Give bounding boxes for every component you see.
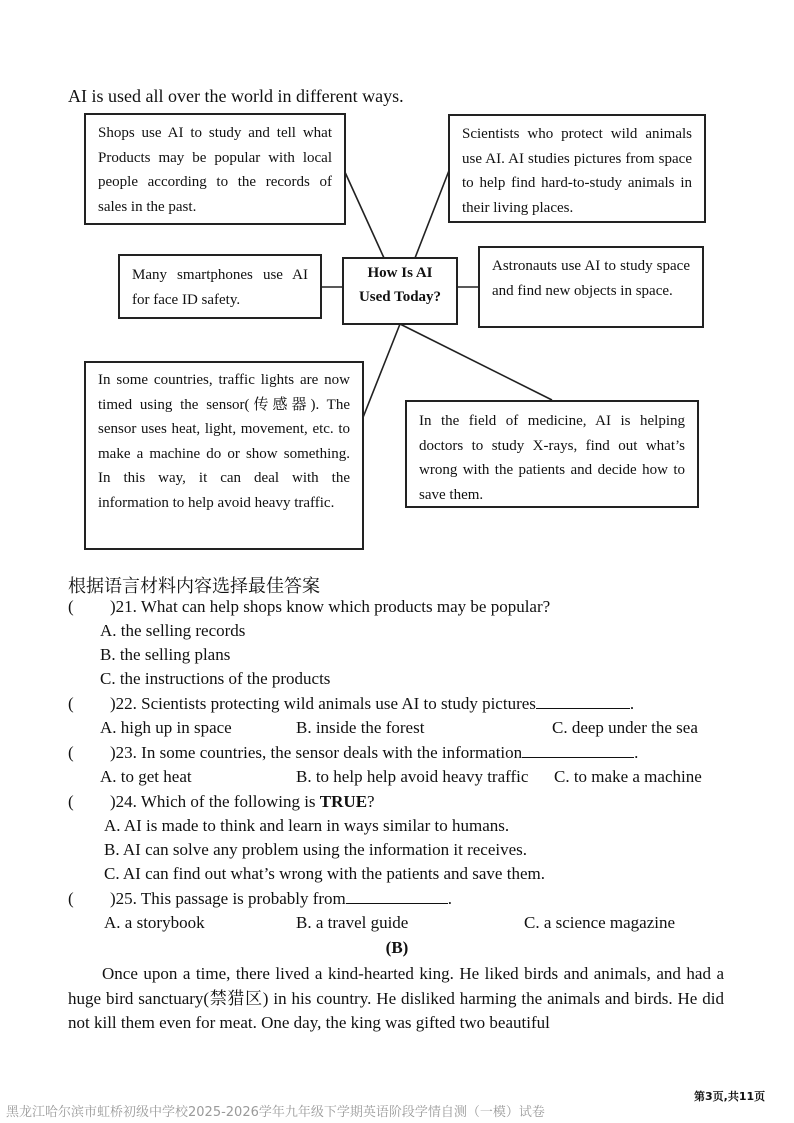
question-25-option-b: B. a travel guide <box>296 913 409 932</box>
answer-paren-25: ( <box>68 889 74 908</box>
question-23-option-b: B. to help help avoid heavy traffic <box>296 767 529 786</box>
question-23-option-c: C. to make a machine <box>554 767 702 786</box>
question-21-stem: )21. What can help shops know which products may be popular? <box>110 597 551 616</box>
question-25-option-c: C. a science magazine <box>524 913 676 932</box>
question-24-option-c: C. AI can find out what’s wrong with the patients and save them. <box>104 864 545 883</box>
diagram-center-title: How Is AI Used Today? <box>342 257 458 325</box>
question-24-option-b: B. AI can solve any problem using the information it receives. <box>104 840 528 859</box>
section-b-paragraph: Once upon a time, there lived a kind-hearted king. He liked birds and animals, and had a huge bird sanctuary(禁猎区) in his country. He disliked harming the animals and birds. He did not kill them even for meat. One day, the king was gifted two beautiful <box>68 964 724 1032</box>
question-22-end: . <box>629 694 635 713</box>
intro-text: AI is used all over the world in different ways. <box>68 86 404 106</box>
question-21-option-b: B. the selling plans <box>100 645 231 664</box>
instruction-heading: 根据语言材料内容选择最佳答案 <box>68 576 320 597</box>
answer-paren-22: ( <box>68 694 74 713</box>
question-22-option-a: A. high up in space <box>100 718 232 737</box>
question-24-end: ? <box>367 792 375 811</box>
box-shops: Shops use AI to study and tell what Products may be popular with local people according to the records of sales in the past. <box>84 113 346 225</box>
question-22-option-b: B. inside the forest <box>296 718 425 737</box>
box-smartphones: Many smartphones use AI for face ID safety. <box>118 254 322 319</box>
question-23-text: )23. In some countries, the sensor deals with the information <box>110 743 523 762</box>
question-24-option-a: A. AI is made to think and learn in ways similar to humans. <box>104 816 510 835</box>
line-shops <box>344 170 384 258</box>
question-21-option-a: A. the selling records <box>100 621 246 640</box>
question-23-option-a: A. to get heat <box>100 767 192 786</box>
question-25-end: . <box>447 889 453 908</box>
question-24-text: )24. Which of the following is <box>110 792 320 811</box>
box-astronauts: Astronauts use AI to study space and find new objects in space. <box>478 246 704 328</box>
question-24-stem <box>110 792 375 812</box>
question-24-true: TRUE <box>319 792 368 811</box>
question-22-stem <box>110 694 634 714</box>
question-22-option-c: C. deep under the sea <box>552 718 698 737</box>
question-23-blank <box>522 743 634 758</box>
box-scientists: Scientists who protect wild animals use AI. AI studies pictures from space to help find hard-to-study animals in their living places. <box>448 114 706 223</box>
question-22-text: )22. Scientists protecting wild animals use AI to study pictures <box>110 694 536 713</box>
line-traffic <box>362 324 400 420</box>
answer-paren-23: ( <box>68 743 74 762</box>
question-22-blank <box>536 694 630 709</box>
question-25-blank <box>346 889 448 904</box>
line-scientists <box>415 168 450 258</box>
answer-paren-24: ( <box>68 792 74 811</box>
question-23-stem <box>110 743 638 763</box>
page-number: 第3页,共11页 <box>694 1090 766 1103</box>
footer-watermark-title: 黑龙江哈尔滨市虹桥初级中学校2025-2026学年九年级下学期英语阶段学情自测（一模）试卷 <box>6 1105 545 1120</box>
line-medicine <box>400 324 552 400</box>
section-b-heading: (B) <box>385 938 409 957</box>
question-25-stem <box>110 889 452 909</box>
box-medicine: In the field of medicine, AI is helping doctors to study X-rays, find out what’s wrong with the patients and decide how to save them. <box>405 400 699 508</box>
question-25-text: )25. This passage is probably from <box>110 889 346 908</box>
question-25-option-a: A. a storybook <box>104 913 205 932</box>
question-21-option-c: C. the instructions of the products <box>100 669 331 688</box>
answer-paren-21: ( <box>68 597 74 616</box>
section-b-passage <box>68 962 724 1036</box>
question-23-end: . <box>634 743 639 762</box>
box-traffic: In some countries, traffic lights are now timed using the sensor(传感器). The sensor uses heat, light, movement, etc. to make a machine do or show something. In this way, it can deal with the information to help avoid heavy traffic. <box>84 361 364 550</box>
